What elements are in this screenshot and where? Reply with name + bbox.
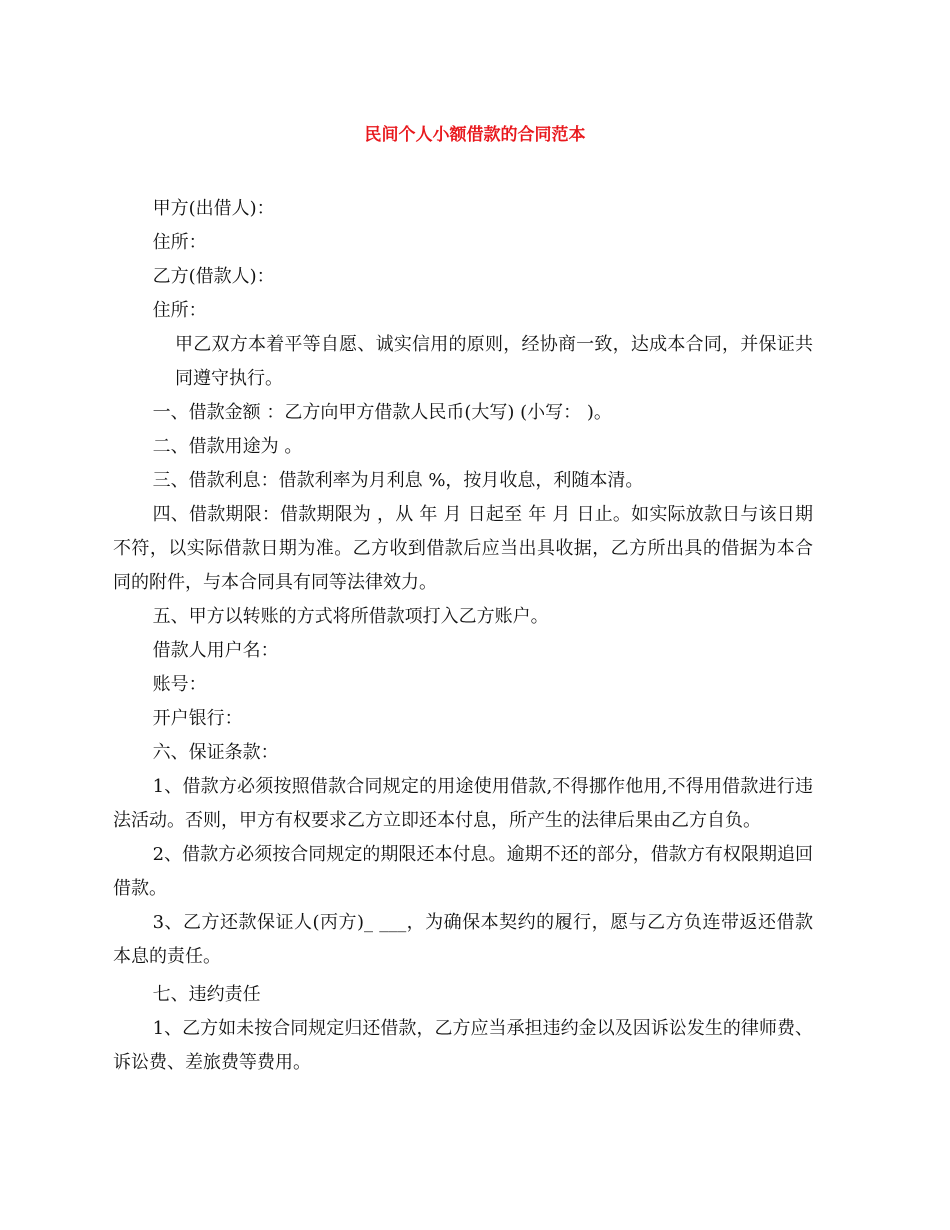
document-title: 民间个人小额借款的合同范本 — [364, 125, 586, 145]
clause-4-term: 四、借款期限：借款期限为 ，从 年 月 日起至 年 月 日止。如实际放款日与该日期不符，以实际借款日期为准。乙方收到借款后应当出具收据，乙方所出具的借据为本合同的附件，与本合同具有同等法律效力。 — [113, 504, 813, 593]
clause-7-heading: 七、违约责任 — [152, 984, 261, 1005]
clause-6-item-3: 3、乙方还款保证人(丙方)_ ___，为确保本契约的履行，愿与乙方负连带返还借款本息的责任。 — [113, 912, 813, 967]
clause-2-purpose: 二、借款用途为 。 — [152, 436, 303, 457]
account-number-line: 账号： — [152, 674, 207, 695]
preamble-paragraph: 甲乙双方本着平等自愿、诚实信用的原则，经协商一致，达成本合同，并保证共同遵守执行。 — [175, 334, 813, 389]
clause-7-item-1: 1、乙方如未按合同规定归还借款，乙方应当承担违约金以及因诉讼发生的律师费、诉讼费、差旅费等费用。 — [113, 1018, 813, 1073]
clause-6-heading: 六、保证条款： — [152, 742, 279, 763]
clause-5-transfer: 五、甲方以转账的方式将所借款项打入乙方账户。 — [152, 606, 549, 627]
address-a-line: 住所： — [152, 232, 207, 253]
address-b-line: 住所： — [152, 300, 207, 321]
party-b-line: 乙方(借款人)： — [152, 266, 275, 287]
document-body — [113, 192, 813, 1080]
account-name-line: 借款人用户名： — [152, 640, 279, 661]
clause-6-item-2: 2、借款方必须按合同规定的期限还本付息。逾期不还的部分，借款方有权限期追回借款。 — [113, 844, 813, 899]
clause-3-interest: 三、借款利息：借款利率为月利息 %，按月收息，利随本清。 — [152, 470, 644, 491]
bank-line: 开户银行： — [152, 708, 243, 729]
party-a-line: 甲方(出借人)： — [152, 198, 275, 219]
clause-6-item-1: 1、借款方必须按照借款合同规定的用途使用借款,不得挪作他用,不得用借款进行违法活动。否则，甲方有权要求乙方立即还本付息，所产生的法律后果由乙方自负。 — [113, 776, 813, 831]
clause-1-amount: 一、借款金额 ：乙方向甲方借款人民币(大写) (小写： )。 — [152, 402, 612, 423]
